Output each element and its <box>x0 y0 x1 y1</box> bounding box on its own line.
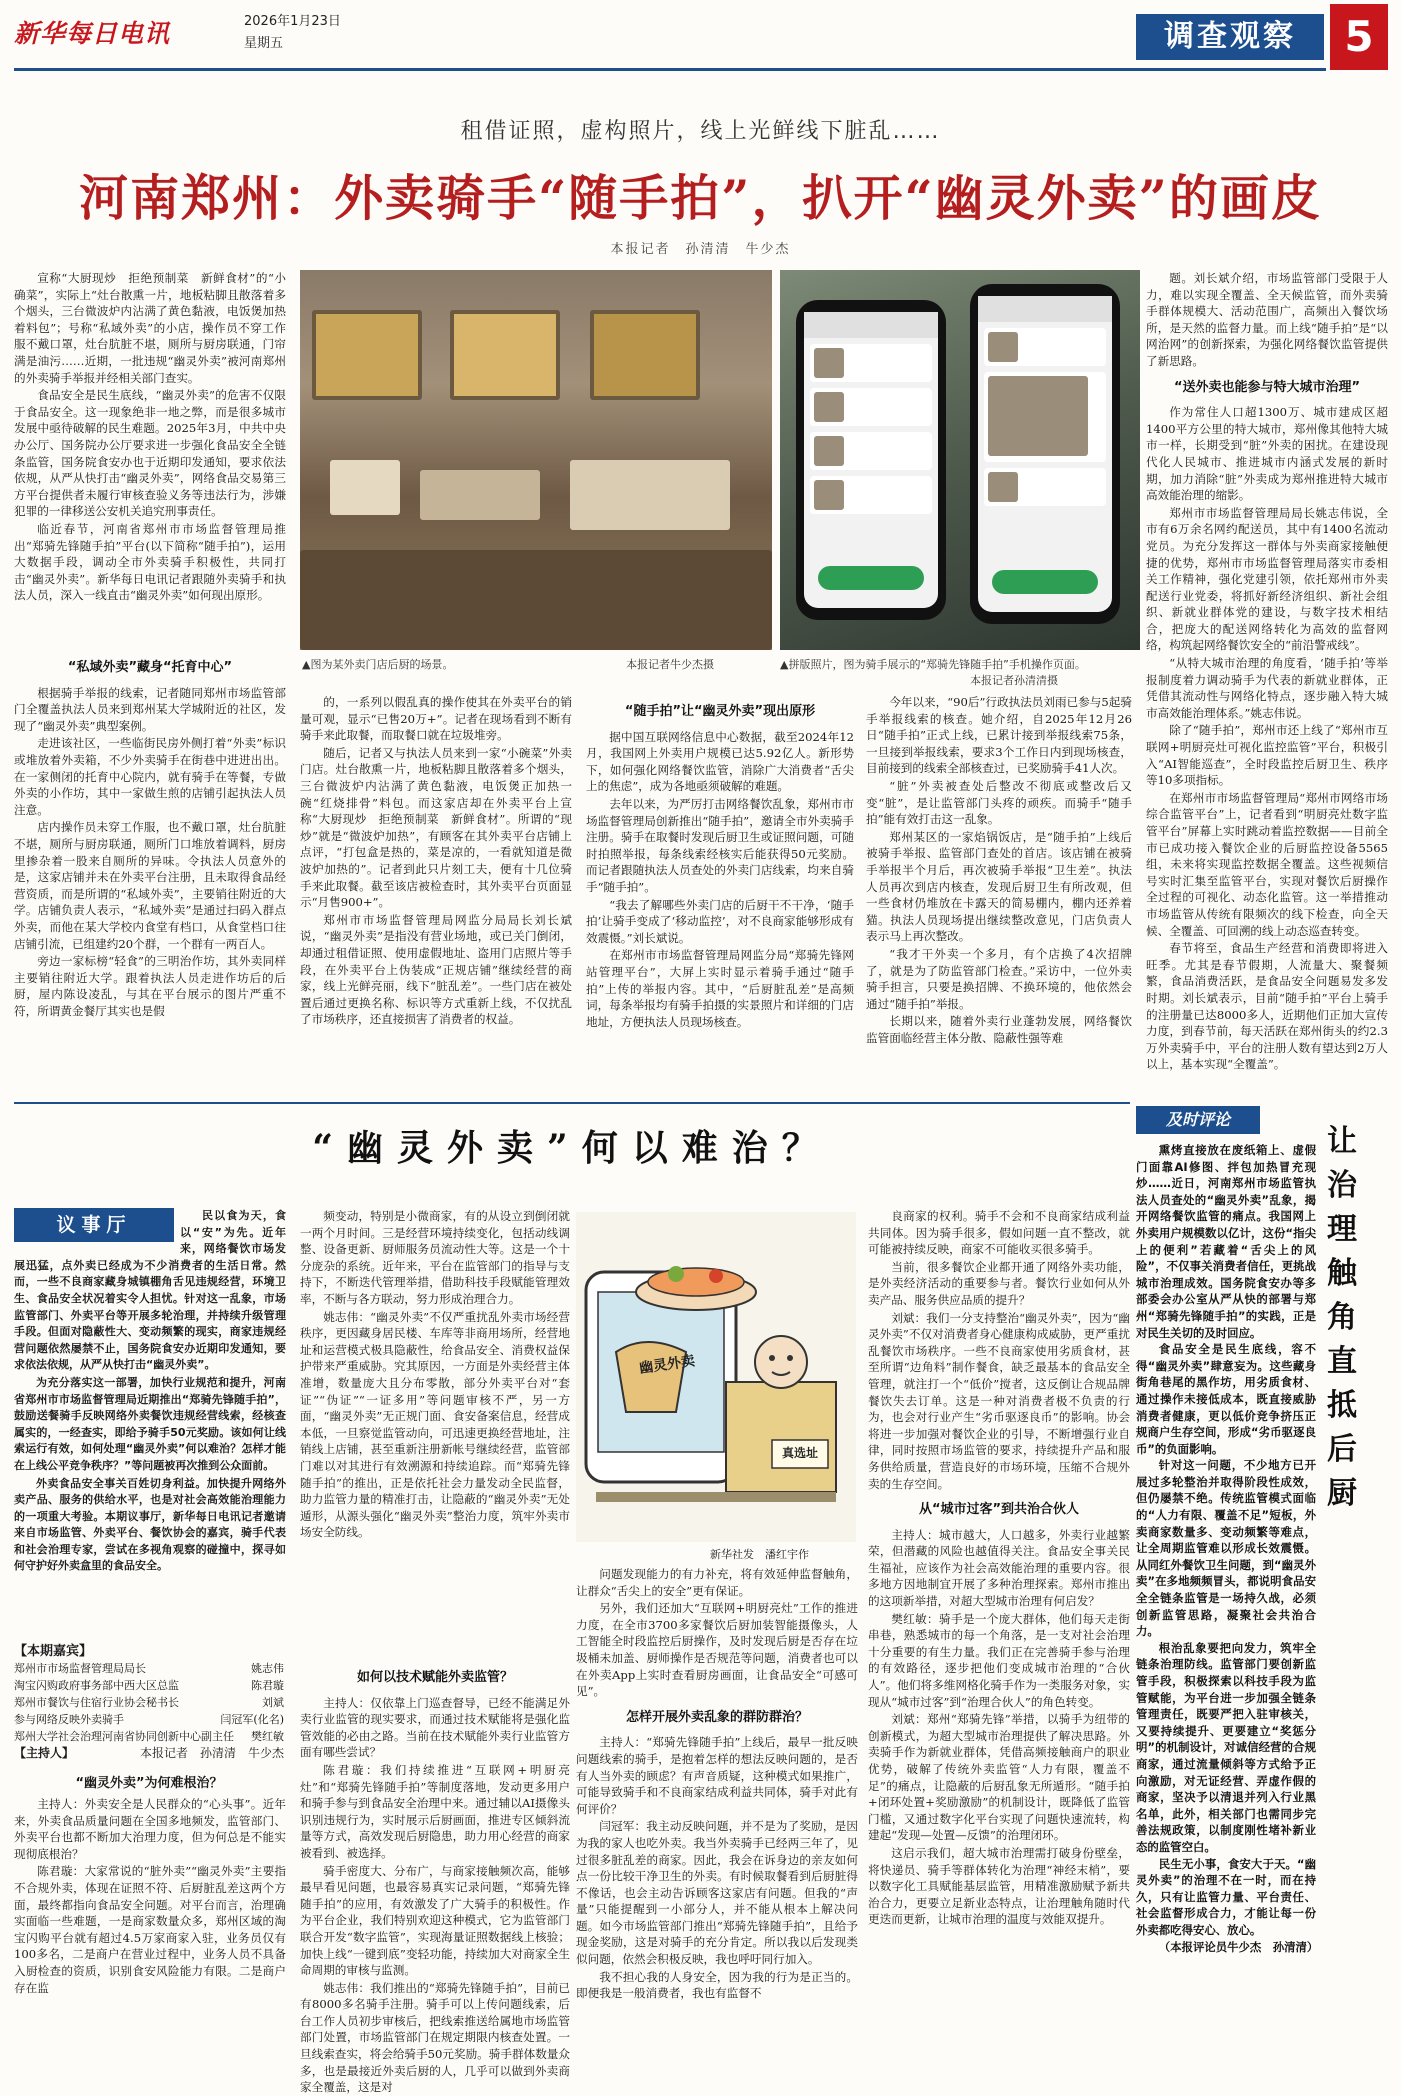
section-divider <box>14 1102 1130 1104</box>
page-number: 5 <box>1330 4 1388 70</box>
headline: 河南郑州：外卖骑手“随手拍”，扒开“幽灵外卖”的画皮 <box>79 169 1322 227</box>
list-item: 淘宝闪购政府事务部中西大区总监 陈君璇 <box>14 1679 284 1692</box>
paragraph: 临近春节，河南省郑州市市场监督管理局推出“郑骑先锋随手拍”平台(以下简称“随手拍”)，运用大数据手段，调动全市外卖骑手积极性，共同打击“幽灵外卖”。新华每日电讯记者跟随外卖骑手和执法人员，深入一线直击“幽灵外卖”如何现出原形。 <box>14 521 286 603</box>
photo-credit: 本报记者牛少杰摄 <box>626 658 714 671</box>
cartoon-credit: 新华社发 潘红宇作 <box>710 1548 809 1561</box>
paragraph: 熏烤直接放在废纸箱上、虚假门面靠AI修图、拌包加热冒充现炒……近日，河南郑州市场监管执法人员查处的“幽灵外卖”乱象，揭开网络餐饮监管的痛点。我国网上外卖用户规模数以亿计，这份“指尖上的便利”若藏着“舌尖上的风险”，不仅事关消费者信任，更挑战城市治理成效。国务院食安办等多部委会办公室从严从快的部署与郑州“郑骑先锋随手拍”的实践，正是对民生关切的及时回应。 <box>1136 1143 1316 1340</box>
roundtable-column-3 <box>576 1566 858 2028</box>
article-column-1 <box>14 270 286 650</box>
paragraph: 根据骑手举报的线索，记者随同郑州市场监管部门全覆盖执法人员来到郑州某大学城附近的社区，发现了“幽灵外卖”典型案例。 <box>14 685 286 733</box>
paragraph: “脏”外卖被查处后整改不彻底或整改后又变“脏”，是让监管部门头疼的顽疾。而骑手“随手拍”能有效打击这一乱象。 <box>866 778 1132 827</box>
paragraph: 郑州某区的一家焰锅饭店，是“随手拍”上线后被骑手举报、监管部门查处的首店。该店铺在被骑手举报半个月后，再次被骑手举报“卫生差”。执法人员再次到店内核查，发现后厨卫生有所改观，但一些食材仍堆放在卡露天的简易棚内，棚内还养着猫。执法人员现场提出继续整改意见，门店负责人表示马上再次整改。 <box>866 829 1132 944</box>
photo-caption: ▲拼版照片，图为骑手展示的“郑骑先锋随手拍”手机操作页面。 <box>780 658 1086 671</box>
paragraph: 去年以来，为严厉打击网络餐饮乱象，郑州市市场监督管理局创新推出“随手拍”，邀请全市外卖骑手注册。骑手在取餐时发现后厨卫生或证照问题，可随时拍照举报，每条线索经核实后能获得50元奖励。而记者跟随执法人员查处的外卖门店线索，均来自骑手“随手拍”。 <box>586 796 854 894</box>
paragraph: 食品安全是民生底线，容不得“幽灵外卖”肆意妄为。这些藏身街角巷尾的黑作坊，用劣质食材、通过操作未接低成本，既直接威胁消费者健康，更以低价竞争挤压正规商户生存空间，形成“劣币驱逐良币”的负面影响。 <box>1136 1342 1316 1456</box>
host-label: 【主持人】 <box>14 1746 75 1760</box>
paragraph: 主持人：“郑骑先锋随手拍”上线后，最早一批反映问题线索的骑手，是抱着怎样的想法反映问题的，是否有人当外卖的顾虑？有声音质疑，这种模式如果推广，可能导致骑手和不良商家结成利益共同体，骑手对此有何评价？ <box>576 1735 858 1816</box>
paragraph: 主持人：外卖安全是人民群众的“心头事”。近年来，外卖食品质量问题在全国多地频发，监管部门、外卖平台也都不断加大治理力度，但为何总是不能实现彻底根治？ <box>14 1797 286 1861</box>
paragraph: 随后，记者又与执法人员来到一家“小碗菜”外卖门店。灶台散熏一片，地板粘脚且散落着多个烟头，三台微波炉内沾满了黄色黏液，电饭煲正加热一碗“红烧排骨”料包。而这家店却在外卖平台上宣称“大厨现炒 拒绝预制菜 新鲜食材”。所谓的“现炒”就是“微波炉加热”，有顾客在其外卖平台店铺上点评，“打包盒是热的，菜是凉的，一看就知道是微波炉加热的”。记者到此只片刻工夫，便有十几位骑手来此取餐。截至该店被检查时，其外卖平台页面显示“月售900+”。 <box>300 745 572 910</box>
subheading: “随手拍”让“幽灵外卖”现出原形 <box>624 704 816 719</box>
subheading: “幽灵外卖”为何难根治？ <box>75 1776 223 1791</box>
byline: 本报记者 孙清清 牛少杰 <box>610 242 791 257</box>
paragraph: 在郑州市市场监督管理局网监分局“郑骑先锋网站管理平台”，大屏上实时显示着骑手通过“随手拍”上传的举报内容。其中，“后厨脏乱差”是高频词，每条举报均有骑手拍摄的实景照片和详细的门店地址，方便执法人员现场核查。 <box>586 948 854 1029</box>
paragraph: 陈君璇：大家常说的“脏外卖”“幽灵外卖”主要指不合规外卖，体现在证照不符、后厨脏乱差这两个方面，最终都指向食品安全问题。对平台而言，治理确实面临一些难题，一是商家数量众多，郑州区域的淘宝闪购平台就有超过4.5万家商家入驻，业务员仅有100多名，二是商户在营业过程中，业务人员不具备入厨检查的资质，识别食安风险能力有限。二是商户存在监 <box>14 1864 286 1995</box>
paragraph: 走进该社区，一些临街民房外侧打着“外卖”标识或堆放着外卖箱，不少外卖骑手在街巷中进进出出。在一家侧闭的托育中心院内，就有骑手在等餐，专做外卖的小作坊，其中一家做生煎的店铺引起执法人员注意。 <box>14 736 286 817</box>
roundtable-column-4 <box>868 1208 1130 2028</box>
paragraph: 民以食为天，食以“安”为先。近年来，网络餐饮市场发展迅猛，点外卖已经成为不少消费者的生活日常。然而，一些不良商家藏身城镇棚角舌见违规经营，环境卫生、食品安全状况着实令人担忧。针对这一乱象，市场监管部门、外卖平台等开展多轮治理，并持续升级管理手段。但面对隐蔽性大、变动频繁的现实，商家违规经营问题依然屡禁不止，国务院食安办近期印发通知，要求依法依规，从严从快打击“幽灵外卖”。 <box>14 1209 286 1372</box>
paragraph: 主持人：城市越大，人口越多，外卖行业越繁荣，但潜藏的风险也越值得关注。食品安全事关民生福祉，应该作为社会高效能治理的重要内容。很多地方因地制宜开展了多种治理探索。郑州市推出的这项新举措，对超大型城市治理有何启发？ <box>868 1527 1130 1609</box>
paragraph: 食品安全是民生底线，“幽灵外卖”的危害不仅限于食品安全。这一现象绝非一地之弊，而是很多城市发展中亟待破解的民生难题。2025年3月，中共中央办公厅、国务院办公厅要求进一步强化食品安全全链条监管，国务院食安办也于近期印发通知，要求依法依规，从严从快打击“幽灵外卖”，网络食品交易第三方平台提供者未履行审核查验义务等违法行为，涉嫌犯罪的一律移送公安机关追究刑事责任。 <box>14 388 286 519</box>
paragraph: 主持人：仅依靠上门巡查督导，已经不能满足外卖行业监管的现实要求，而通过技术赋能将是强化监管效能的必由之路。当前在技术赋能外卖行业监管方面有哪些尝试？ <box>300 1695 570 1760</box>
article-column-4 <box>866 694 1132 1090</box>
paragraph: 姚志伟：“幽灵外卖”不仅严重扰乱外卖市场经营秩序，更因藏身居民楼、车库等非商用场所，经营地址和运营模式极具隐蔽性，给食品安全、消费权益保护带来严重威胁。究其原因，一方面是外卖经营主体准增，数量庞大且分布零散，部分外卖平台对“套证”“伪证”“一证多用”等问题审核不严，另一方面，“幽灵外卖”无正规门面、食安备案信息，经营成本低，一旦察觉监管动向，可迅速更换经营地址，注销线上店铺，甚至重新注册新帐号继续经营，监管部门难以对其进行有效溯源和持续追踪。而“郑骑先锋随手拍”的推出，正是依托社会力量发动全民监督，助力监管力量的精准打击，让隐蔽的“幽灵外卖”无处遁形，从源头强化“幽灵外卖”整治力度，筑牢外卖市场安全防线。 <box>300 1309 570 1540</box>
roundtable-column-2b <box>300 1660 570 2095</box>
subheading: “送外卖也能参与特大城市治理” <box>1173 379 1361 395</box>
subheading: “私域外卖”藏身“托育中心” <box>67 660 233 675</box>
host-row <box>14 1744 284 1761</box>
cartoon-illustration <box>576 1212 856 1542</box>
paragraph: 店内操作员未穿工作服，也不戴口罩，灶台肮脏不堪，厕所与厨房联通，厕所门口堆放着调料，厨房里掺杂着一股来自厕所的异味。令执法人员意外的是，这家店铺并未在外卖平台注册，且未取得食品经营资质，而是所谓的“私域外卖”，主要销往附近的大学。店铺负责人表示，“私域外卖”是通过扫码入群点外卖，而他在某大学校内食堂有档口，从食堂档口往店铺引流，已组建约20个群，一个群有一两百人。 <box>14 820 286 951</box>
guests-title: 【本期嘉宾】 <box>14 1644 93 1659</box>
photo-caption: ▲图为某外卖门店后厨的场景。 <box>302 658 454 671</box>
paragraph: 的，一系列以假乱真的操作使其在外卖平台的销量可观，显示“已售20万+”。记者在现场看到不断有骑手来此取餐，而取餐口就在垃圾堆旁。 <box>300 695 572 743</box>
masthead-rule <box>14 68 1326 71</box>
paragraph: 我不担心我的人身安全，因为我的行为是正当的。即便我是一般消费者，我也有监督不 <box>576 1969 858 2001</box>
paragraph: 樊红敏：骑手是一个庞大群体，他们每天走街串巷，熟悉城市的每一个角落，是一支对社会治理十分重要的有生力量。我们正在完善骑手参与治理的有效路径，逐步把他们变成城市治理的“合伙人”。他们将多维网格化骑手作为一类服务对象，实现从“城市过客”到“治理合伙人”的角色转变。 <box>868 1611 1130 1709</box>
paragraph: 今年以来，“90后”行政执法员刘雨已参与5起骑手举报线索的核查。她介绍，自2025年12月26日“随手拍”正式上线，已累计接到举报线索75条，一旦接到举报线索，要求3个工作日内到现场核查，目前接到的线索全部核查过，已奖励骑手41人次。 <box>866 695 1132 776</box>
list-item: 参与网络反映外卖骑手 闫冠军(化名) <box>14 1713 284 1726</box>
paragraph: 宣称“大厨现炒 拒绝预制菜 新鲜食材”的“小确菜”，实际上“灶台散熏一片，地板粘脚且散落着多个烟头，三台微波炉内沾满了黄色黏液，电饭煲加热着料包”；号称“私域外卖”的小店，操作员不穿工作服不戴口罩，灶台肮脏不堪，厕所与厨房联通，门帘满是油污……近期，一批违规“幽灵外卖”被河南郑州的外卖骑手举报并经相关部门查实。 <box>14 271 286 385</box>
commentary-sign: （本报评论员牛少杰 孙清清） <box>1158 1939 1319 1954</box>
cartoon-sign: 真选址 <box>781 1446 818 1460</box>
paragraph: 这启示我们，超大城市治理需打破身份壁垒，将快递员、骑手等群体转化为治理“神经末梢”，要以数字化工具赋能基层监管，用精准激励赋予新共治合力，更要立足新业态特点，让治理触角随时代更迭而更新，让城市治理的温度与效能双提升。 <box>868 1845 1130 1927</box>
host-names: 本报记者 孙清清 牛少杰 <box>139 1746 284 1760</box>
commentary-tab: 及时评论 <box>1136 1106 1260 1134</box>
headline-kicker: 租借证照，虚构照片，线上光鲜线下脏乱…… <box>460 119 941 144</box>
issue-weekday: 星期五 <box>244 36 284 51</box>
roundtable-title: “幽灵外卖”何以难治？ <box>312 1127 832 1169</box>
issue-date: 2026年1月23日 <box>244 14 341 29</box>
roundtable-column-2 <box>300 1208 570 1656</box>
paragraph: 题。刘长斌介绍，市场监管部门受限于人力，难以实现全覆盖、全天候监管，而外卖骑手群体规模大、活动范围广，高频出入餐饮场所，是天然的监督力量。而上线“随手拍”是“以网治网”的创新探索，为强化网络餐饮监管提供了新思路。 <box>1146 271 1388 368</box>
section-label: 调查观察 <box>1136 14 1324 60</box>
paragraph: 为充分落实这一部署，加快行业规范和提升，河南省郑州市市场监督管理局近期推出“郑骑先锋随手拍”，鼓励送餐骑手反映网络外卖餐饮违规经营线索，经核查属实的，一经查实，即给予骑手50元奖励。该如何让线索运行有效，如何处理“幽灵外卖”何以难治？怎样才能在上线公平竞争秩序？”等问题被再次推到公众面前。 <box>14 1375 286 1472</box>
paragraph: 春节将至，食品生产经营和消费即将进入旺季。尤其是春节假期，人流量大、聚餐频繁，食品消费活跃，是食品安全问题易发多发时期。刘长斌表示，目前“随手拍”平台上骑手的注册量已达8000多人，近期他们正加大宣传力度，到春节前，每天活跃在郑州街头的约2.3万外卖骑手中，平台的注册人数有望达到2万人以上，基本实现“全覆盖”。 <box>1146 941 1388 1072</box>
paragraph: “我才干外卖一个多月，有个店换了4次招牌了，就是为了防监管部门检查。”采访中，一位外卖骑手担言，只要是换招牌、不换环境的，他依然会通过“随手拍”举报。 <box>866 946 1132 1011</box>
paragraph: 刘斌：郑州“郑骑先锋”举措，以骑手为纽带的创新模式，为超大型城市治理提供了解决思路。外卖骑手作为新就业群体，凭借高频接触商户的职业优势，破解了传统外卖监管“人力有限，覆盖不足”的痛点，让隐蔽的后厨乱象无所遁形。“随手拍+闭环处置+奖励激励”的机制设计，既降低了监管门槛，又通过数字化平台实现了问题快速流转，构建起“发现—处置—反馈”的治理闭环。 <box>868 1712 1130 1843</box>
paragraph: 除了“随手拍”，郑州市还上线了“郑州市互联网+明厨亮灶可视化监控监管”平台，积极引入“AI智能巡查”，全时段监控后厨卫生、秩序等10多项指标。 <box>1146 723 1388 788</box>
paragraph: 郑州市市场监督管理局网监分局局长刘长斌说，“幽灵外卖”是指没有营业场地，或已关门倒闭，却通过租借证照、使用虚假地址、盗用门店照片等手段，在外卖平台上伪装成“正规店铺”继续经营的商家，线上光鲜亮丽，线下“脏乱差”。一些门店在被处置后通过更换名称、标识等方式重新上线，不仅扰乱了市场秩序，还直接损害了消费者的权益。 <box>300 912 572 1027</box>
paragraph: “从特大城市治理的角度看，‘随手拍’等举报制度着力调动骑手为代表的新就业群体，正凭借其流动性与网络化特点，逐步融入特大城市高效能治理体系。”姚志伟说。 <box>1146 656 1388 720</box>
roundtable-intro <box>14 1208 286 1634</box>
article-column-1b <box>14 650 286 1090</box>
article-column-5 <box>1146 270 1388 1092</box>
paragraph: 外卖食品安全事关百姓切身利益。加快提升网络外卖产品、服务的供给水平，也是对社会高效能治理能力的一项重大考验。本期议事厅，新华每日电讯记者邀请来自市场监管、外卖平台、餐饮协会的嘉宾，骑手代表和社会治理专家，尝试在多视角观察的碰撞中，探寻如何守护好外卖盒里的食品安全。 <box>14 1476 286 1573</box>
paragraph: 骑手密度大、分布广，与商家接触频次高，能够最早看见问题，也最容易真实记录问题，“郑骑先锋随手拍”的应用，有效激发了广大骑手的积极性。作为平台企业，我们特别欢迎这种模式，它为监管部门联合开发“数字监管”，实现海量证照数据线上核验；加快上线“一键到底”变轻功能，持续加大对商家全生命周期的审核与监测。 <box>300 1863 570 1978</box>
paragraph: 当前，很多餐饮企业都开通了网络外卖功能，是外卖经济活动的重要参与者。餐饮行业如何从外卖产品、服务供应品质的提升？ <box>868 1259 1130 1307</box>
paragraph: 问题发现能力的有力补充，将有效延伸监督触角，让群众“舌尖上的安全”更有保证。 <box>576 1567 858 1598</box>
masthead <box>0 0 1401 76</box>
guest-list <box>14 1660 284 1745</box>
roundtable-column-1 <box>14 1796 286 2028</box>
cartoon-label: 幽灵外卖 <box>638 1353 696 1377</box>
subheading: 如何以技术赋能外卖监管？ <box>356 1670 513 1685</box>
list-item: 郑州市市场监督管理局局长 姚志伟 <box>14 1662 284 1675</box>
paragraph: 根治乱象要把向发力，筑牢全链条治理防线。监管部门要创新监管手段，积极探索以科技手段为监管赋能，为平台进一步加强全链条管理责任，既要严把入驻审核关，又要持续提升、更要建立“奖惩分明”的机制设计，对诚信经营的合规商家，通过流量倾斜等方式给予正向激励，对无证经营、弄虚作假的商家，坚决予以清退并列入行业黑名单，此外，相关部门也需同步完善法规政策，以制度刚性堵补新业态的监管空白。 <box>1136 1640 1316 1854</box>
paragraph: 刘斌：我们一分支持整治“幽灵外卖”，因为“幽灵外卖”不仅对消费者身心健康构成威胁，更严重扰乱餐饮市场秩序。一些不良商家使用劣质食材，甚至所谓“边角料”制作餐食，缺乏最基本的食品安全管理，就注打一个“低价”搅者，这反倒让合规品牌餐饮失去订单。这是一种对消费者极不负责的行为，也会对行业产生“劣币驱逐良币”的影响。协会将进一步加强对餐饮企业的引导，不断增强行业自律，同时按照市场监管的要求，持续提升产品和服务供给质量，营造良好的市场环境，压缩不合规外卖的生存空间。 <box>868 1310 1130 1491</box>
commentary-title: 让治理触角直抵后厨 <box>1327 1124 1357 1511</box>
phone-screens-photo <box>780 270 1140 650</box>
paragraph: 闫冠军：我主动反映问题，并不是为了奖励，是因为我的家人也吃外卖。我当外卖骑手已经两三年了，见过很多脏乱差的商家。因此，我会在诉身边的亲友如何点一份比较干净卫生的外卖。有时候取餐看到后厨脏得不像话，也会主动告诉顾客这家店有问题。但我的“声量”只能提醒到一小部分人，并不能从根本上解决问题。如今市场监管部门推出“郑骑先锋随手拍”，且给予现金奖励，这是对骑手的充分肯定。所以我以后发现类似问题，依然会积极反映，我也呼吁同行加入。 <box>576 1819 858 1967</box>
paragraph: 良商家的权利。骑手不会和不良商家结成利益共同体。因为骑手很多，假如问题一直不整改，就可能被持续反映，商家不可能收买很多骑手。 <box>868 1209 1130 1257</box>
paragraph: 长期以来，随着外卖行业蓬勃发展，网络餐饮监管面临经营主体分散、隐蔽性强等难 <box>866 1014 1132 1045</box>
paragraph: 陈君璇：我们持续推进“互联网+明厨亮灶”和“郑骑先锋随手拍”等制度落地，发动更多用户和骑手参与到食品安全治理中来。通过辅以AI摄像头识别违规行为，实时展示后厨画面，推进专区倾斜流量等方式，高效发现后厨隐患，助力用心经营的商家被看到、被选择。 <box>300 1762 570 1860</box>
paragraph: 据中国互联网络信息中心数据，截至2024年12月，我国网上外卖用户规模已达5.92亿人。新形势下，如何强化网络餐饮监管，消除广大消费者“舌尖上的焦虑”，成为各地亟须破解的难题。 <box>586 729 854 794</box>
subheading: 从“城市过客”到共治合伙人 <box>918 1502 1080 1518</box>
newspaper-logo: 新华每日电讯 <box>14 19 171 48</box>
photo-credit: 本报记者孙清清摄 <box>970 674 1058 687</box>
paragraph: 郑州市市场监督管理局局长姚志伟说，全市有6万余名网约配送员，其中有1400名流动党员。为充分发挥这一群体与外卖商家接触便捷的优势，郑州市市场监督管理局落实市委相关工作精神，强化党建引领，依托郑州市外卖配送行业党委，将抓好新经济组织、新社会组织、新就业群体党的建设，与数字技术相结合，把庞大的配送网络转化为高效的监督网络，构筑起网络餐饮安全的“前沿警戒线”。 <box>1146 505 1388 653</box>
paragraph: 针对这一问题，不少地方已开展过多轮整治并取得阶段性成效，但仍屡禁不绝。传统监管模式面临的“人力有限、覆盖不足”短板，外卖商家数量多、变动频繁等难点，让全周期监管难以形成长效震慑。从同红外餐饮卫生问题，到“幽灵外卖”在多地频频冒头，都说明食品安全全链条监管是一场持久战，必须创新监管思路，凝聚社会共治合力。 <box>1136 1458 1316 1639</box>
paragraph: 姚志伟：我们推出的“郑骑先锋随手拍”，目前已有8000多名骑手注册。骑手可以上传问题线索，后台工作人员初步审核后，把线索推送给属地市场监管部门处置，市场监管部门在规定期限内核查处置。一旦线索查实，将会给骑手50元奖励。骑手群体数量众多，也是最接近外卖后厨的人，几乎可以做到外卖商家全覆盖，这是对 <box>300 1980 570 2095</box>
paragraph: “我去了解哪些外卖门店的后厨干不干净，‘随手拍’让骑手变成了‘移动监控’，对不良商家能够形成有效震慑。”刘长斌说。 <box>586 897 854 945</box>
roundtable-tab: 议事厅 <box>14 1208 174 1242</box>
article-column-3 <box>586 694 854 1090</box>
paragraph: 在郑州市市场监督管理局“郑州市网络市场综合监管平台”上，记者看到“明厨亮灶数字监管平台”屏幕上实时跳动着监控数据——目前全市已成功接入餐饮企业的后厨监控设备5565组，未来将实现监控数据全覆盖。这些视频信号实时汇集至监管平台，实现对餐饮后厨操作全过程的可视化、动态化监管。这一举措推动市场监管从传统有限频次的线下检查，向全天候、全覆盖、可回溯的线上动态巡查转变。 <box>1146 790 1388 938</box>
subheading: 怎样开展外卖乱象的群防群治？ <box>625 1709 808 1725</box>
editorial-cartoon <box>576 1212 856 1542</box>
paragraph: 旁边一家标榜“轻食”的三明治作坊，其外卖同样主要销往附近大学。跟着执法人员走进作坊后的后厨，屋内陈设凌乱，与其在平台展示的图片严重不符，所谓黄金餐厅其实也是假 <box>14 954 286 1018</box>
article-column-2 <box>300 694 572 1090</box>
list-item: 郑州大学社会治理河南省协同创新中心副主任 樊红敏 <box>14 1730 284 1743</box>
commentary-body <box>1136 1142 1319 2028</box>
paragraph: 民生无小事，食安大于天。“幽灵外卖”的治理不在一时，而在持久，只有让监管力量、平台责任、社会监督形成合力，才能让每一份外卖都吃得安心、放心。 <box>1136 1856 1316 1937</box>
paragraph: 频变动，特别是小微商家，有的从设立到倒闭就一两个月时间。三是经营环境持续变化，包括动线调整、设备更新、厨师服务员流动性大等。这是一个十分庞杂的系统。近年来，平台在监管部门的指导与支持下，不断迭代管理举措，借助科技手段赋能管理效率，不断与各方联动，努力形成治理合力。 <box>300 1209 570 1306</box>
paragraph: 作为常住人口超1300万、城市建成区超1400平方公里的特大城市，郑州像其他特大城市一样，长期受到“脏”外卖的困扰。在建设现代化人民城市、推进城市内涵式发展的新时期，加力消除“脏”外卖成为郑州推进特大城市高效能治理的缩影。 <box>1146 405 1388 503</box>
kitchen-photo <box>300 270 772 650</box>
paragraph: 另外，我们还加大“互联网+明厨亮灶”工作的推进力度，在全市3700多家餐饮后厨加装智能摄像头，人工智能全时段监控后厨操作，及时发现后厨是否存在垃圾桶未加盖、厨师操作是否规范等问题，消费者也可以在外卖App上实时查看厨房画面，让食品安全“可感可见”。 <box>576 1601 858 1699</box>
list-item: 郑州市餐饮与住宿行业协会秘书长 刘斌 <box>14 1696 284 1709</box>
